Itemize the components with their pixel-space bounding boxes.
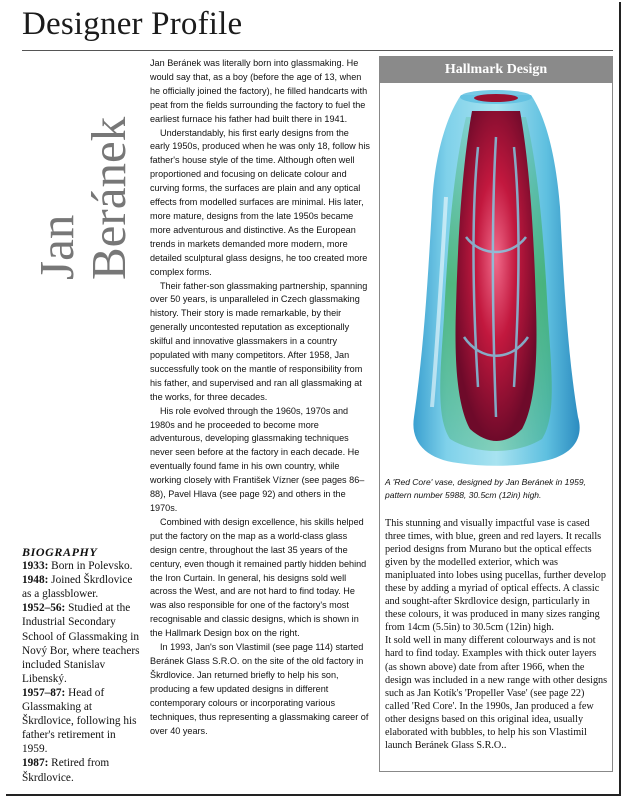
article-paragraph: In 1993, Jan's son Vlastimil (see page 114) started Beránek Glass S.R.O. on the site of the old factory in Škrdlovice. Jan returned briefly to help his son, producing a few updated designs in different contemporary colours or incorporating various techniques, thus representing a glassmaking career of over 40 years. <box>150 642 369 736</box>
article-paragraph: Jan Beránek was literally born into glassmaking. He would say that, as a boy (before the age of 13, when he officially joined the factory), he filled handcarts with peat from the fields surrounding the factory to fuel the earliest furnace his father had built there in 1941. <box>150 58 368 124</box>
hallmark-paragraph: It sold well in many different colourways and is not hard to find today. Examples with thick outer layers (as shown above) date from after 1966, when the design was included in a new range with other designs such as Jan Kotík's 'Propeller Vase' (see page 22) called 'Red Core'. In the 1990s, Jan produced a few other designs based on this original idea, usually elaborated with bubbles, to help his son Vlastimil launch Beránek Glass S.R.O.. <box>385 635 608 751</box>
bio-text: Studied at the Industrial Secondary School of Glassmaking in Nový Bor, where teachers included Stanislav Libenský. <box>22 602 140 685</box>
bio-year: 1952–56: <box>22 602 66 615</box>
bio-entry <box>22 573 140 601</box>
hallmark-paragraph: This stunning and visually impactful vase is cased three times, with blue, green and red layers. It recalls period designs from Murano but the optical effects given by the modelled exterior, which was manipluated into lobes using pucellas, further develop these by adding a myriad of optical effects. A classic and sought-after Skrdlovice design, particularly in these colours, it was produced in many sizes ranging from 14cm (5.5in) to 30.5cm (12in) high. <box>385 518 606 634</box>
vase-illustration <box>406 87 586 472</box>
bio-text: Born in Polevsko. <box>48 560 133 573</box>
biography <box>22 545 140 785</box>
bio-entry <box>22 601 140 686</box>
vase-rim-inner <box>474 94 518 102</box>
red-core-vase-image <box>406 87 586 472</box>
bio-year: 1987: <box>22 757 49 770</box>
designer-last-name: Beránek <box>81 116 136 280</box>
bio-text: Head of Glassmaking at Škrdlovice, following his father's retirement in 1959. <box>22 686 137 756</box>
article-paragraph: Combined with design excellence, his skills helped put the factory on the map as a world-class glass design centre, throughout the last 35 years of the century, even though it remained partly hidden behind the Iron Curtain. In general, his designs sold well across the West, and are not hard to find today. He was also responsible for one of the factory's most recognisable and classic designs, which is shown in the Hallmark Design box on the right. <box>150 516 367 639</box>
bio-year: 1933: <box>22 560 49 573</box>
bio-year: 1957–87: <box>22 686 66 699</box>
hallmark-design-box <box>379 56 613 772</box>
designer-first-name: Jan <box>29 214 84 280</box>
hallmark-design-header: Hallmark Design <box>380 57 612 83</box>
article-paragraph: His role evolved through the 1960s, 1970s and 1980s and he proceeded to become more adventurous, developing glassmaking techniques never seen before at the factory in each decade. He eventually found fame in his own country, while working closely with František Vízner (see pages 86–88), Pavel Hlava (see page 92) and others in the 1970s. <box>150 405 365 513</box>
bio-year: 1948: <box>22 574 49 587</box>
hallmark-description <box>385 517 609 752</box>
page-title: Designer Profile <box>22 6 243 42</box>
main-article <box>150 57 370 738</box>
bio-entry <box>22 686 140 756</box>
vase-caption: A 'Red Core' vase, designed by Jan Beránek in 1959, pattern number 5988, 30.5cm (12in) high. <box>385 477 586 500</box>
bio-entry <box>22 559 140 573</box>
bio-text: Joined Škrdlovice as a glassblower. <box>22 574 133 601</box>
biography-heading: BIOGRAPHY <box>22 545 98 559</box>
bio-entry <box>22 756 140 784</box>
designer-name-vertical <box>22 58 140 280</box>
title-rule <box>22 50 613 51</box>
article-paragraph: Their father-son glassmaking partnership, spanning over 50 years, is unparalleled in Czech glassmaking history. Their story is made remarkable, by their generally uncontested reputation as exceptionally skilful and innovative glassmakers in a country populated with many competitors. After 1958, Jan successfully took on the mantle of responsibility from his father, and supervised and ran all glassmaking at the works, for three decades. <box>150 280 368 402</box>
bio-text: Retired from Škrdlovice. <box>22 757 110 784</box>
article-paragraph: Understandably, his first early designs from the early 1950s, produced when he was only 18, follow his father's house style of the time. Although often well proportioned and focusing on delicate colour and curving forms, the surfaces are plain and any optical effects from modelled surfaces are minimal. His later, more mature, designs from the late 1950s became more adventurous and distinctive. As the European trends in markets demanded more modern, more detailed sculptural glass designs, he too created more complex forms. <box>150 127 370 277</box>
